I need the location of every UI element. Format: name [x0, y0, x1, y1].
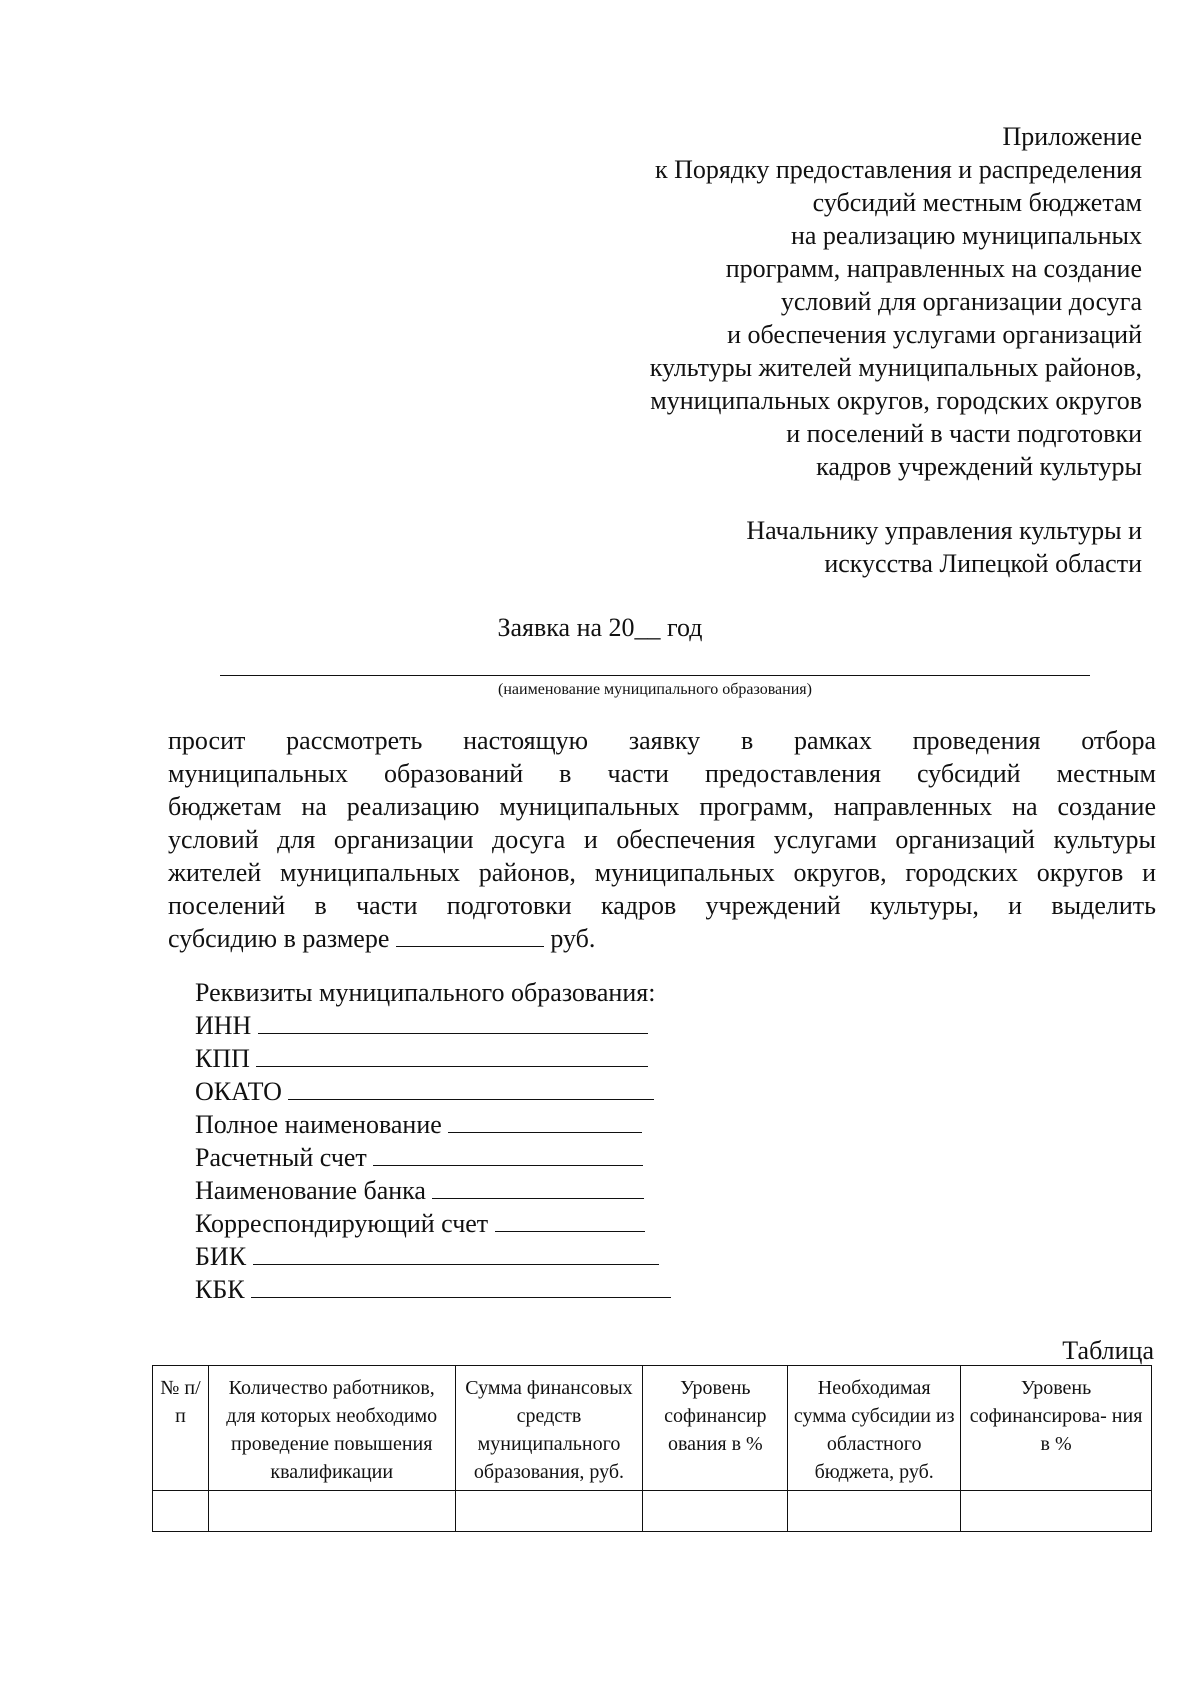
municipality-name-caption: (наименование муниципального образования): [498, 681, 812, 698]
kbk-row: [195, 1273, 755, 1306]
header-municipal-sum: Сумма финансовых средств муниципального образования, руб.: [455, 1366, 643, 1491]
header-workers: Количество работников, для которых необходимо проведение повышения квалификации: [208, 1366, 455, 1491]
full-name-blank[interactable]: [448, 1109, 642, 1133]
header-subsidy-sum: Необходимая сумма субсидии из областного бюджета, руб.: [788, 1366, 961, 1491]
account-row: [195, 1141, 755, 1174]
appendix-line: муниципальных округов, городских округов: [650, 386, 1142, 415]
corr-account-label: Корреспондирующий счет: [195, 1209, 489, 1238]
account-blank[interactable]: [373, 1142, 643, 1166]
bank-blank[interactable]: [432, 1175, 644, 1199]
subsidy-amount-blank[interactable]: [396, 923, 544, 947]
full-name-label: Полное наименование: [195, 1110, 442, 1139]
table-label: Таблица: [1062, 1336, 1154, 1365]
request-body: [168, 724, 1156, 955]
table-cell[interactable]: [788, 1491, 961, 1532]
table-cell[interactable]: [961, 1491, 1152, 1532]
appendix-line: на реализацию муниципальных: [790, 221, 1142, 250]
kpp-blank[interactable]: [256, 1043, 648, 1067]
header-num: № п/п: [153, 1366, 209, 1491]
inn-row: [195, 1009, 755, 1042]
bik-label: БИК: [195, 1242, 247, 1271]
appendix-line: кадров учреждений культуры: [816, 452, 1142, 481]
okato-blank[interactable]: [288, 1076, 654, 1100]
kbk-blank[interactable]: [251, 1274, 671, 1298]
appendix-line: Приложение: [1002, 122, 1142, 151]
requisites-heading: Реквизиты муниципального образования:: [195, 978, 656, 1007]
okato-row: [195, 1075, 755, 1108]
addressee-line: искусства Липецкой области: [824, 549, 1142, 578]
inn-label: ИНН: [195, 1011, 252, 1040]
subsidy-amount-line: [168, 922, 1156, 955]
body-line: поселений в части подготовки кадров учреждений культуры, и выделить: [168, 891, 1156, 920]
table-cell[interactable]: [643, 1491, 788, 1532]
body-line: просит рассмотреть настоящую заявку в рамках проведения отбора: [168, 726, 1156, 755]
inn-blank[interactable]: [258, 1010, 648, 1034]
body-line: условий для организации досуга и обеспечения услугами организаций культуры: [168, 825, 1156, 854]
municipality-name-blank[interactable]: [220, 675, 1090, 676]
bank-label: Наименование банка: [195, 1176, 426, 1205]
appendix-line: программ, направленных на создание: [725, 254, 1142, 283]
appendix-line: условий для организации досуга: [780, 287, 1142, 316]
table-cell[interactable]: [153, 1491, 209, 1532]
body-line: жителей муниципальных районов, муниципальных округов, городских округов и: [168, 858, 1156, 887]
appendix-header: [542, 120, 1142, 483]
appendix-line: субсидий местным бюджетам: [812, 188, 1142, 217]
bank-row: [195, 1174, 755, 1207]
body-line: бюджетам на реализацию муниципальных программ, направленных на создание: [168, 792, 1156, 821]
addressee: [542, 514, 1142, 580]
subsidy-table: [152, 1365, 1152, 1532]
table-header-row: [153, 1366, 1152, 1491]
corr-account-blank[interactable]: [495, 1208, 645, 1232]
request-title: Заявка на 20__ год: [497, 613, 703, 642]
requisites-block: [195, 976, 755, 1306]
amount-prefix: субсидию в размере: [168, 924, 390, 953]
header-cofin-level-2: Уровень софинансирова- ния в %: [961, 1366, 1152, 1491]
kbk-label: КБК: [195, 1275, 245, 1304]
full-name-row: [195, 1108, 755, 1141]
appendix-line: к Порядку предоставления и распределения: [654, 155, 1142, 184]
addressee-line: Начальнику управления культуры и: [746, 516, 1142, 545]
appendix-line: и поселений в части подготовки: [786, 419, 1142, 448]
body-line: муниципальных образований в части предоставления субсидий местным: [168, 759, 1156, 788]
kpp-row: [195, 1042, 755, 1075]
bik-row: [195, 1240, 755, 1273]
table-cell[interactable]: [208, 1491, 455, 1532]
bik-blank[interactable]: [253, 1241, 659, 1265]
table-cell[interactable]: [455, 1491, 643, 1532]
table-row: [153, 1491, 1152, 1532]
appendix-line: культуры жителей муниципальных районов,: [649, 353, 1142, 382]
okato-label: ОКАТО: [195, 1077, 282, 1106]
header-cofin-level-1: Уровень софинансир ования в %: [643, 1366, 788, 1491]
kpp-label: КПП: [195, 1044, 250, 1073]
amount-suffix: руб.: [550, 924, 596, 953]
account-label: Расчетный счет: [195, 1143, 367, 1172]
appendix-line: и обеспечения услугами организаций: [727, 320, 1142, 349]
corr-account-row: [195, 1207, 755, 1240]
